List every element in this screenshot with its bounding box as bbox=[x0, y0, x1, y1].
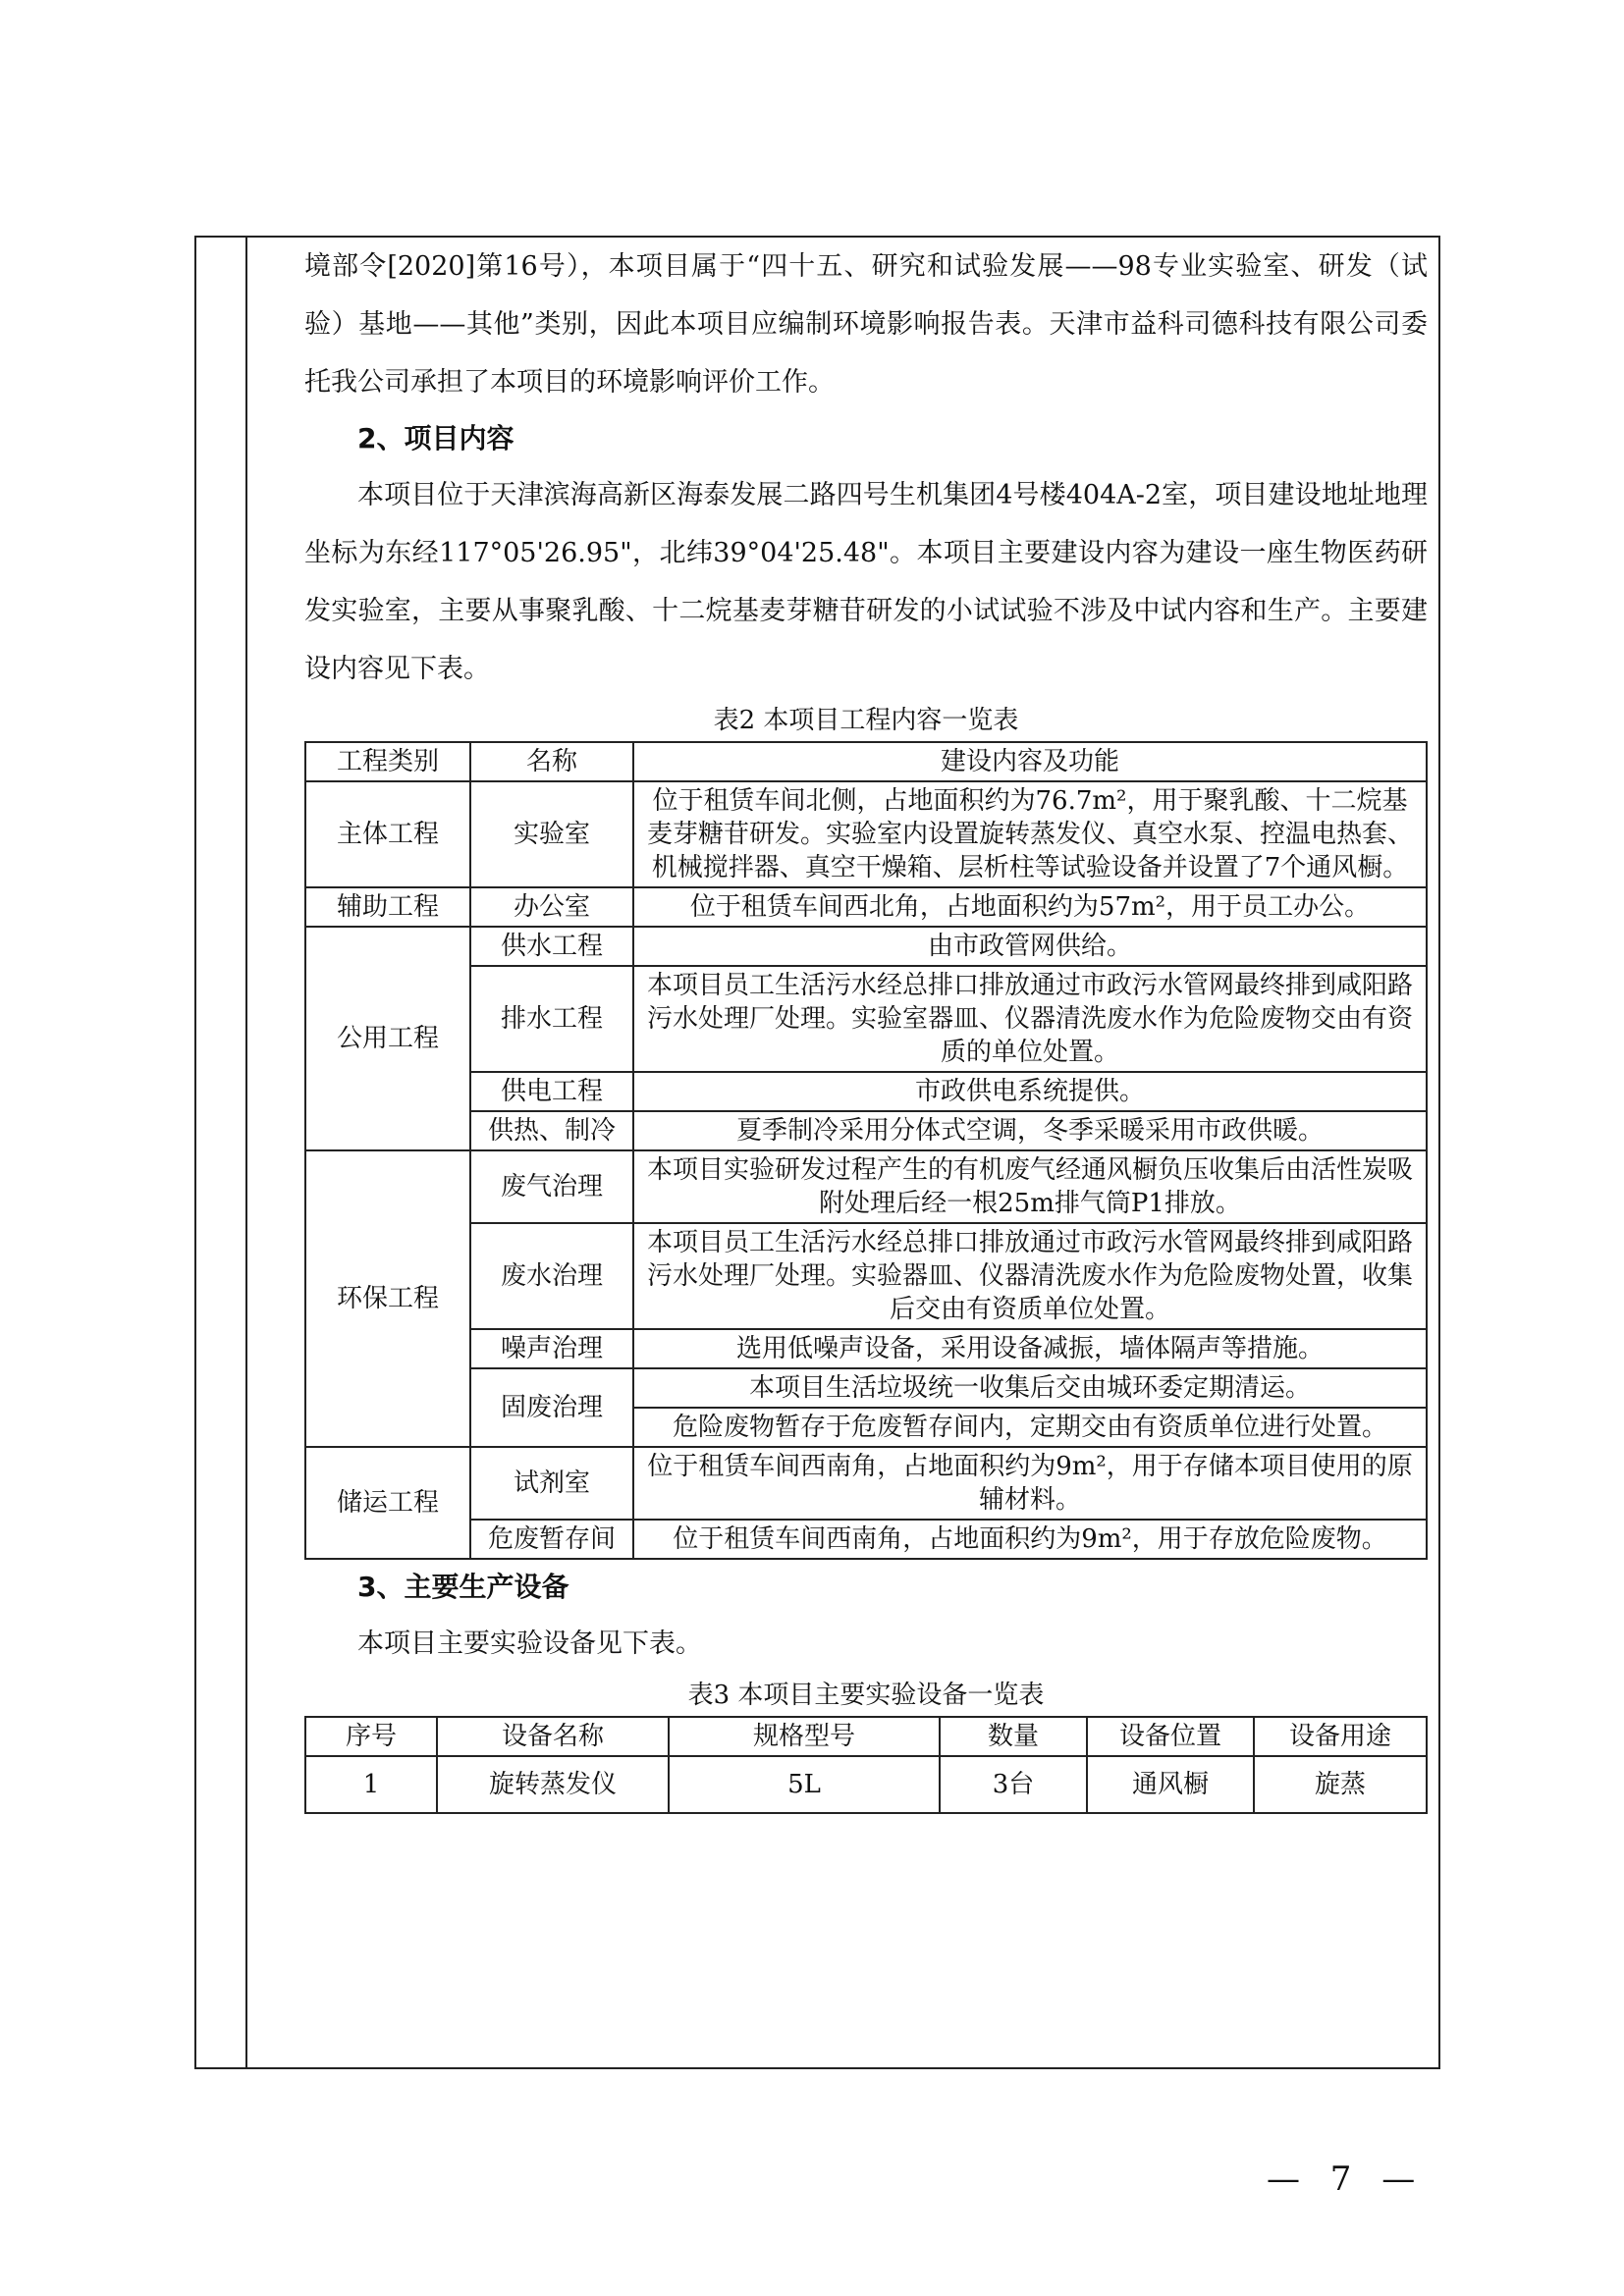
table-row bbox=[305, 1520, 1427, 1559]
table-row bbox=[305, 1329, 1427, 1368]
table-cell: 1 bbox=[305, 1756, 437, 1813]
table-3 bbox=[304, 1716, 1428, 1814]
header-cell: 设备位置 bbox=[1087, 1717, 1254, 1756]
name-cell: 噪声治理 bbox=[470, 1329, 633, 1368]
table-cell: 通风橱 bbox=[1087, 1756, 1254, 1813]
name-cell: 试剂室 bbox=[470, 1447, 633, 1520]
section-3-paragraph: 本项目主要实验设备见下表。 bbox=[357, 1629, 702, 1659]
name-cell: 废气治理 bbox=[470, 1150, 633, 1223]
table-3-caption: 表3 本项目主要实验设备一览表 bbox=[687, 1681, 1045, 1710]
content-cell: 市政供电系统提供。 bbox=[633, 1072, 1427, 1111]
table-header-row bbox=[305, 742, 1427, 781]
category-cell: 储运工程 bbox=[305, 1447, 470, 1559]
table-row bbox=[305, 1756, 1427, 1813]
content-cell: 位于租赁车间北侧，占地面积约为76.7m²，用于聚乳酸、十二烷基麦芽糖苷研发。实验室内设置旋转蒸发仪、真空水泵、控温电热套、机械搅拌器、真空干燥箱、层析柱等试验设备并设置了7个通风橱。 bbox=[633, 781, 1427, 887]
name-cell: 供热、制冷 bbox=[470, 1111, 633, 1150]
category-cell: 公用工程 bbox=[305, 927, 470, 1150]
header-cell: 设备用途 bbox=[1254, 1717, 1427, 1756]
section-3-heading: 3、主要生产设备 bbox=[357, 1571, 569, 1603]
content-cell: 危险废物暂存于危废暂存间内，定期交由有资质单位进行处置。 bbox=[633, 1408, 1427, 1447]
content-cell: 本项目生活垃圾统一收集后交由城环委定期清运。 bbox=[633, 1368, 1427, 1408]
content-cell: 夏季制冷采用分体式空调，冬季采暖采用市政供暖。 bbox=[633, 1111, 1427, 1150]
table-row bbox=[305, 1072, 1427, 1111]
category-cell: 辅助工程 bbox=[305, 887, 470, 927]
table-row bbox=[305, 1223, 1427, 1329]
content-cell: 选用低噪声设备，采用设备减振，墙体隔声等措施。 bbox=[633, 1329, 1427, 1368]
document-content bbox=[304, 238, 1428, 1814]
table-row bbox=[305, 1111, 1427, 1150]
table-row bbox=[305, 927, 1427, 966]
name-cell: 排水工程 bbox=[470, 966, 633, 1072]
content-cell: 由市政管网供给。 bbox=[633, 927, 1427, 966]
table-row bbox=[305, 1150, 1427, 1223]
table-2-caption: 表2 本项目工程内容一览表 bbox=[713, 706, 1019, 735]
table-row bbox=[305, 1447, 1427, 1520]
table-row bbox=[305, 887, 1427, 927]
name-cell: 废水治理 bbox=[470, 1223, 633, 1329]
table-row bbox=[305, 1368, 1427, 1408]
table-cell: 3台 bbox=[940, 1756, 1087, 1813]
frame-divider bbox=[245, 238, 247, 2067]
content-cell: 位于租赁车间西北角，占地面积约为57m²，用于员工办公。 bbox=[633, 887, 1427, 927]
name-cell: 供电工程 bbox=[470, 1072, 633, 1111]
name-cell: 固废治理 bbox=[470, 1368, 633, 1447]
content-cell: 位于租赁车间西南角，占地面积约为9m²，用于存储本项目使用的原辅材料。 bbox=[633, 1447, 1427, 1520]
header-cell: 规格型号 bbox=[669, 1717, 940, 1756]
category-cell: 环保工程 bbox=[305, 1150, 470, 1447]
table-row bbox=[305, 781, 1427, 887]
content-cell: 本项目员工生活污水经总排口排放通过市政污水管网最终排到咸阳路污水处理厂处理。实验器皿、仪器清洗废水作为危险废物处置，收集后交由有资质单位处置。 bbox=[633, 1223, 1427, 1329]
table-row bbox=[305, 966, 1427, 1072]
table-cell: 旋转蒸发仪 bbox=[437, 1756, 669, 1813]
name-cell: 办公室 bbox=[470, 887, 633, 927]
table-header-row bbox=[305, 1717, 1427, 1756]
content-cell: 本项目实验研发过程产生的有机废气经通风橱负压收集后由活性炭吸附处理后经一根25m排气筒P1排放。 bbox=[633, 1150, 1427, 1223]
table-cell: 旋蒸 bbox=[1254, 1756, 1427, 1813]
content-cell: 本项目员工生活污水经总排口排放通过市政污水管网最终排到咸阳路污水处理厂处理。实验室器皿、仪器清洗废水作为危险废物交由有资质的单位处置。 bbox=[633, 966, 1427, 1072]
section-2-paragraph: 本项目位于天津滨海高新区海泰发展二路四号生机集团4号楼404A-2室，项目建设地址地理坐标为东经117°05'26.95"，北纬39°04'25.48"。本项目主要建设内容为建设一座生物医药研发实验室，主要从事聚乳酸、十二烷基麦芽糖苷研发的小试试验不涉及中试内容和生产。主要建设内容见下表。 bbox=[304, 480, 1428, 684]
table-2 bbox=[304, 741, 1428, 1560]
header-cell: 工程类别 bbox=[305, 742, 470, 781]
table-cell: 5L bbox=[669, 1756, 940, 1813]
header-cell: 设备名称 bbox=[437, 1717, 669, 1756]
intro-paragraph: 境部令[2020]第16号），本项目属于“四十五、研究和试验发展——98专业实验室、研发（试验）基地——其他”类别，因此本项目应编制环境影响报告表。天津市益科司德科技有限公司委托我公司承担了本项目的环境影响评价工作。 bbox=[304, 251, 1428, 398]
category-cell: 主体工程 bbox=[305, 781, 470, 887]
name-cell: 供水工程 bbox=[470, 927, 633, 966]
content-cell: 位于租赁车间西南角，占地面积约为9m²，用于存放危险废物。 bbox=[633, 1520, 1427, 1559]
section-2-heading: 2、项目内容 bbox=[357, 422, 514, 454]
header-cell: 名称 bbox=[470, 742, 633, 781]
header-cell: 数量 bbox=[940, 1717, 1087, 1756]
header-cell: 建设内容及功能 bbox=[633, 742, 1427, 781]
name-cell: 实验室 bbox=[470, 781, 633, 887]
page-number: — 7 — bbox=[1267, 2160, 1426, 2199]
header-cell: 序号 bbox=[305, 1717, 437, 1756]
name-cell: 危废暂存间 bbox=[470, 1520, 633, 1559]
